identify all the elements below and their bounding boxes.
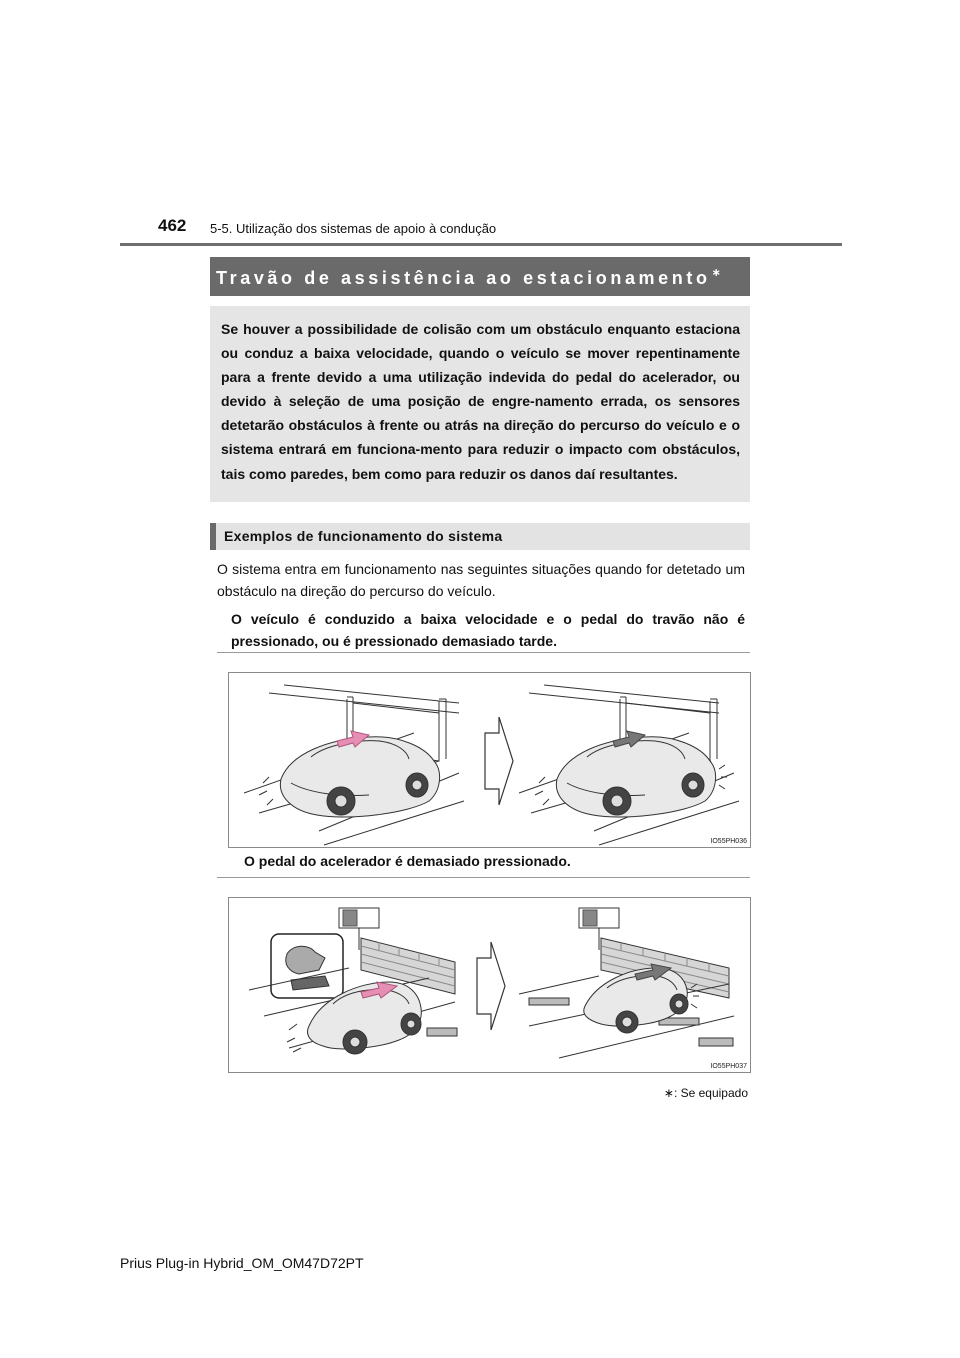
figure-low-speed-illustration [229,673,750,847]
subsection-body: O sistema entra em funcionamento nas seguintes situações quando for detetado um obstáculo na direção do percurso do veículo. [217,561,745,599]
transition-arrow-icon [485,717,513,805]
footnote-marker: ∗ [663,1086,674,1100]
manual-footer: Prius Plug-in Hybrid_OM_OM47D72PT [120,1255,364,1271]
title-bar [210,257,750,296]
intro-box [210,306,750,502]
footnote-text: : Se equipado [673,1086,748,1100]
transition-arrow-icon [477,942,505,1030]
scene-before-icon [249,908,457,1054]
situation-2-label: O pedal do acelerador é demasiado pressionado. [244,853,571,869]
figure-accelerator [228,897,751,1073]
subsection-heading-bar [210,523,750,550]
situation-1-divider [217,652,750,653]
page-title-text: Travão de assistência ao estacionamento [216,268,711,288]
scene-after-icon [519,908,734,1058]
subsection-heading: Exemplos de funcionamento do sistema [224,528,503,544]
scene-after-icon [519,685,739,845]
figure-code: IO55PH037 [710,1063,747,1070]
footnote [664,1086,748,1100]
figure-low-speed [228,672,751,848]
section-breadcrumb: 5-5. Utilização dos sistemas de apoio à condução [210,221,497,236]
intro-paragraph: Se houver a possibilidade de colisão com um obstáculo enquanto estaciona ou conduz a baixa velocidade, quando o veículo se mover repentinamente para a frente devido a uma utilização indevida do pedal do acelerador, ou devido à seleção de uma posição de engre-namento errada, os sensores detetarão obstáculos à frente ou atrás na direção do percurso do veículo e o sistema entrará em funciona-mento para reduzir o impacto com obstáculos, tais como paredes, bem como para reduzir os danos daí resultantes. [221,321,740,482]
figure-code: IO55PH036 [710,838,747,845]
scene-before-icon [244,685,464,845]
figure-accelerator-illustration [229,898,750,1072]
subsection-heading-marker [210,523,216,550]
title-footnote-marker: ∗ [711,267,721,279]
header-divider [120,243,842,246]
page-title [216,266,721,289]
situation-1-label: O veículo é conduzido a baixa velocidade e o pedal do travão não é pressionado, ou é pressionado demasiado tarde. [231,611,745,649]
situation-2-divider [217,877,750,878]
page-number: 462 [158,216,187,235]
